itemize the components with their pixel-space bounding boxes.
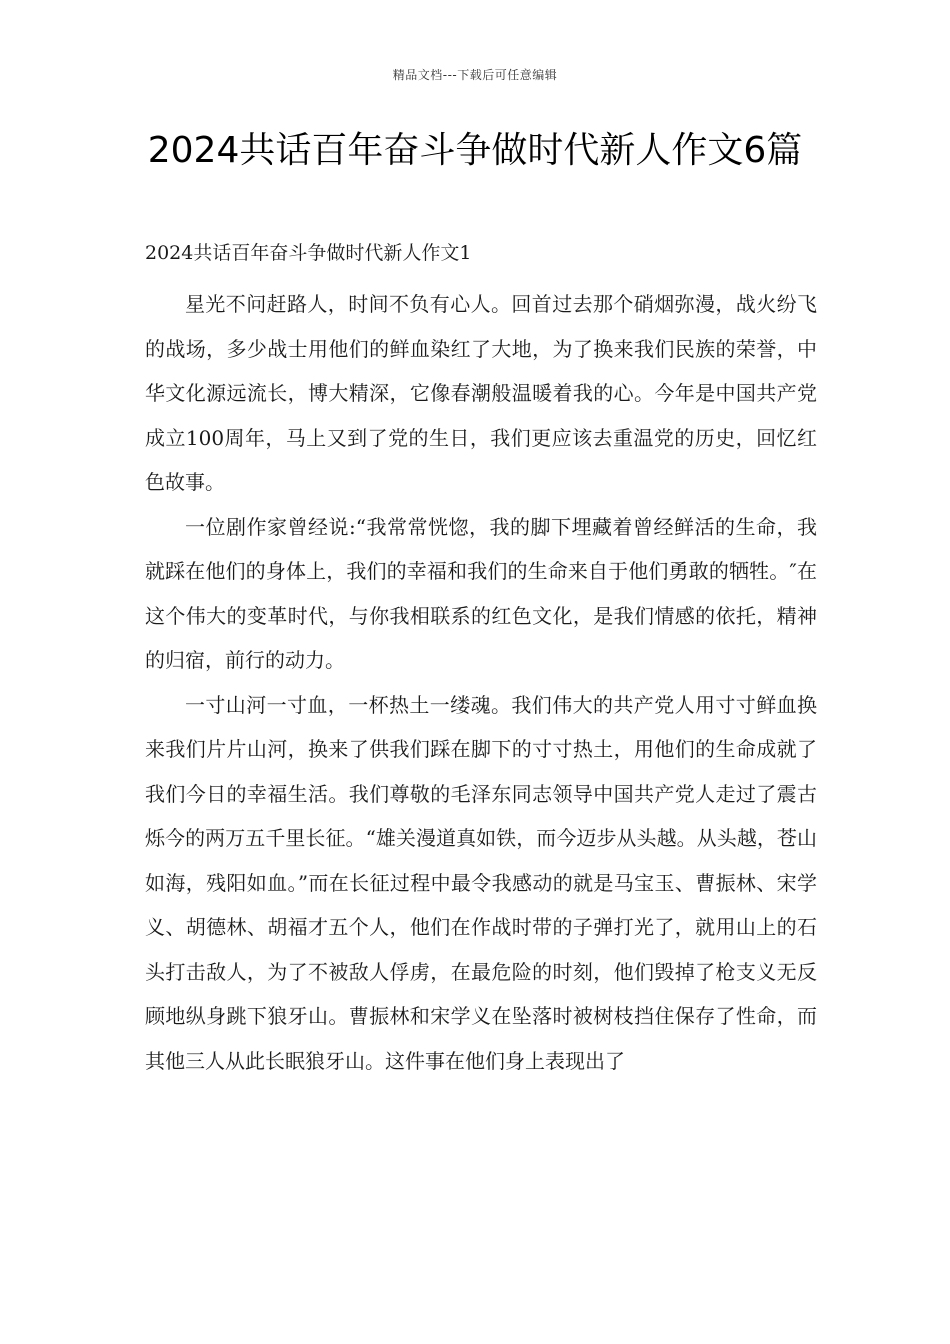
document-title: 2024共话百年奋斗争做时代新人作文6篇 [147,130,803,171]
header-note: 精品文档---下载后可任意编辑 [392,68,558,82]
paragraph-1: 星光不问赶路人，时间不负有心人。回首过去那个硝烟弥漫，战火纷飞的战场，多少战士用他们的鲜血染红了大地，为了换来我们民族的荣誉，中华文化源远流长，博大精深，它像春潮般温暖着我的心。今年是中国共产党成立100周年，马上又到了党的生日，我们更应该去重温党的历史，回忆红色故事。 [145,292,817,494]
body-text [145,282,817,1083]
section-subtitle: 2024共话百年奋斗争做时代新人作文1 [145,242,472,264]
paragraph-2: 一位剧作家曾经说:“我常常恍惚，我的脚下埋藏着曾经鲜活的生命，我就踩在他们的身体上，我们的幸福和我们的生命来自于他们勇敢的牺牲。″在这个伟大的变革时代，与你我相联系的红色文化，是我们情感的依托，精神的归宿，前行的动力。 [145,514,817,672]
paragraph-3: 一寸山河一寸血，一杯热土一缕魂。我们伟大的共产党人用寸寸鲜血换来我们片片山河，换来了供我们踩在脚下的寸寸热土，用他们的生命成就了我们今日的幸福生活。我们尊敬的毛泽东同志领导中国共产党人走过了震古烁今的两万五千里长征。“雄关漫道真如铁，而今迈步从头越。从头越，苍山如海，残阳如血。”而在长征过程中最令我感动的就是马宝玉、曹振林、宋学义、胡德林、胡福才五个人，他们在作战时带的子弹打光了，就用山上的石头打击敌人，为了不被敌人俘虏，在最危险的时刻，他们毁掉了枪支义无反顾地纵身跳下狼牙山。曹振林和宋学义在坠落时被树枝挡住保存了性命，而其他三人从此长眠狼牙山。这件事在他们身上表现出了 [145,692,817,1073]
